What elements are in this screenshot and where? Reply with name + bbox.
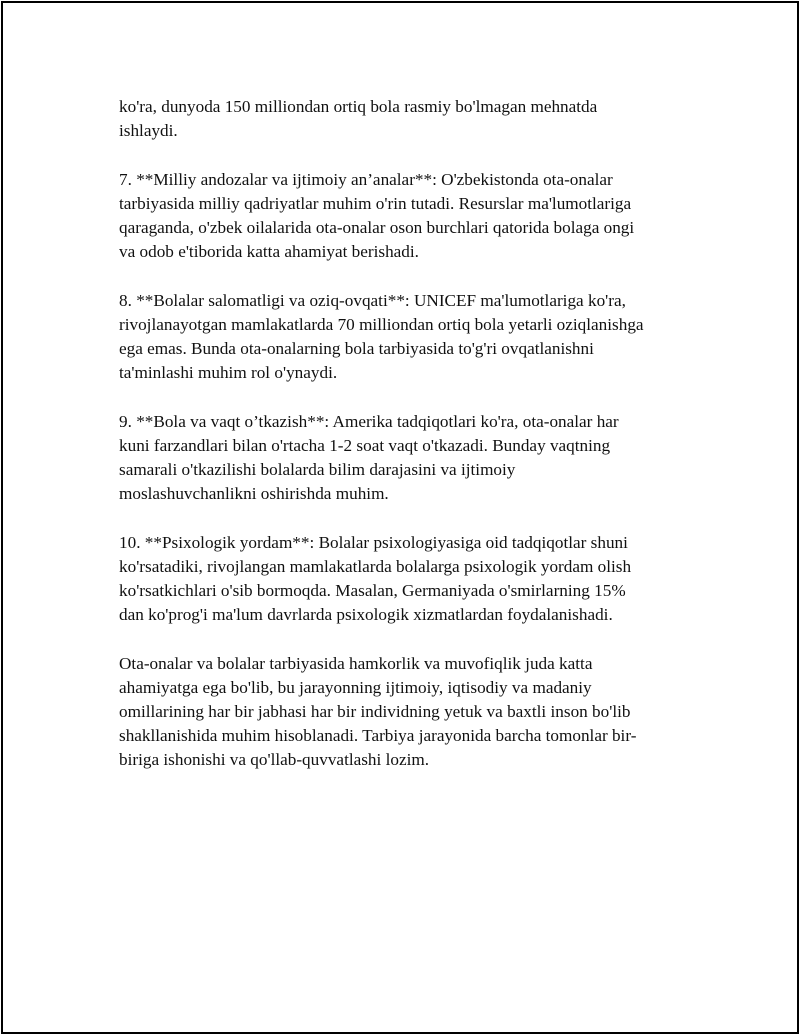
- text-line: shakllanishida muhim hisoblanadi. Tarbiya jarayonida barcha tomonlar bir-: [119, 726, 637, 746]
- text-line: 8. **Bolalar salomatligi va oziq-ovqati**: UNICEF ma'lumotlariga ko'ra,: [119, 290, 626, 310]
- text-line: ko'rsatadiki, rivojlangan mamlakatlarda bolalarga psixologik yordam olish: [119, 556, 632, 576]
- paragraph-item-7: [119, 168, 689, 265]
- text-line: ishlaydi.: [119, 121, 178, 141]
- paragraph-continuation: [119, 95, 689, 143]
- text-line: rivojlanayotgan mamlakatlarda 70 milliondan ortiq bola yetarli oziqlanishga: [119, 314, 644, 334]
- text-line: ahamiyatga ega bo'lib, bu jarayonning ijtimoiy, iqtisodiy va madaniy: [119, 677, 592, 697]
- text-line: ta'minlashi muhim rol o'ynaydi.: [119, 363, 338, 383]
- text-line: 10. **Psixologik yordam**: Bolalar psixologiyasiga oid tadqiqotlar shuni: [119, 532, 628, 552]
- text-line: biriga ishonishi va qo'llab-quvvatlashi lozim.: [119, 750, 430, 770]
- text-line: 7. **Milliy andozalar va ijtimoiy an’analar**: O'zbekistonda ota-onalar: [119, 169, 613, 189]
- text-line: kuni farzandlari bilan o'rtacha 1-2 soat vaqt o'tkazadi. Bunday vaqtning: [119, 435, 611, 455]
- text-line: va odob e'tiborida katta ahamiyat berishadi.: [119, 242, 419, 262]
- text-line: ko'ra, dunyoda 150 milliondan ortiq bola rasmiy bo'lmagan mehnatda: [119, 97, 598, 116]
- text-line: qaraganda, o'zbek oilalarida ota-onalar oson burchlari qatorida bolaga ongi: [119, 218, 635, 237]
- text-line: ega emas. Bunda ota-onalarning bola tarbiyasida to'g'ri ovqatlanishni: [119, 339, 594, 358]
- text-line: ko'rsatkichlari o'sib bormoqda. Masalan, Germaniyada o'smirlarning 15%: [119, 581, 626, 600]
- paragraph-item-9: [119, 410, 689, 507]
- text-line: dan ko'prog'i ma'lum davrlarda psixologik xizmatlardan foydalanishadi.: [119, 605, 613, 625]
- document-body: [119, 95, 689, 797]
- paragraph-item-10: [119, 531, 689, 628]
- paragraph-item-8: [119, 289, 689, 386]
- text-line: samarali o'tkazilishi bolalarda bilim darajasini va ijtimoiy: [119, 460, 516, 479]
- text-line: tarbiyasida milliy qadriyatlar muhim o'rin tutadi. Resurslar ma'lumotlariga: [119, 193, 632, 213]
- paragraph-conclusion: [119, 652, 689, 773]
- text-line: Ota-onalar va bolalar tarbiyasida hamkorlik va muvofiqlik juda katta: [119, 653, 593, 673]
- page-frame: [1, 1, 799, 1034]
- text-line: 9. **Bola va vaqt o’tkazish**: Amerika tadqiqotlari ko'ra, ota-onalar har: [119, 411, 619, 431]
- text-line: moslashuvchanlikni oshirishda muhim.: [119, 484, 389, 504]
- text-line: omillarining har bir jabhasi har bir individning yetuk va baxtli inson bo'lib: [119, 702, 631, 721]
